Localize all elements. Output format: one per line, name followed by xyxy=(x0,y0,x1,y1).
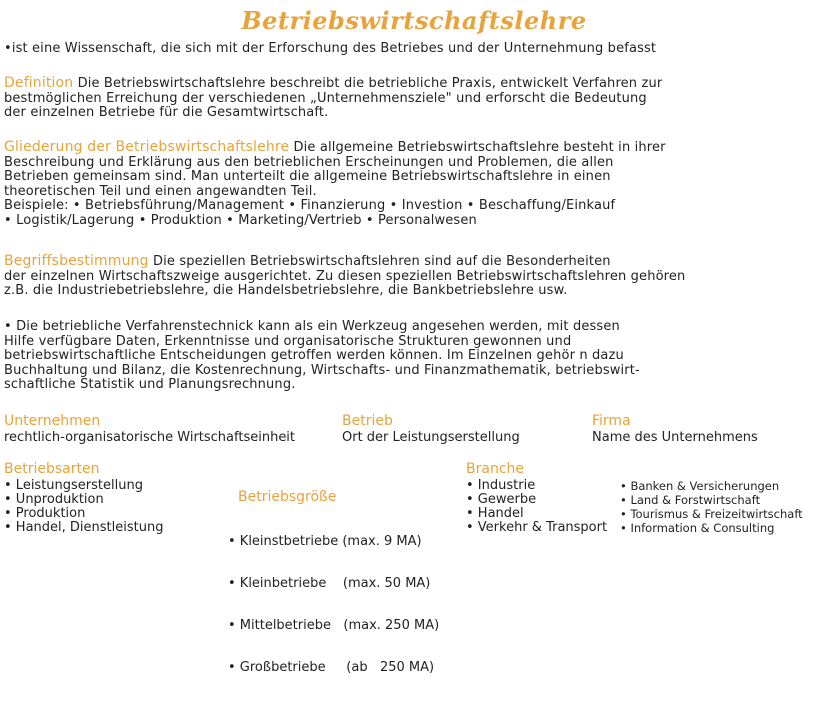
gliederung-line-4: theoretischen Teil und einen angewandten Teil. xyxy=(4,183,317,199)
verfahren-line-3: betriebswirtschaftliche Entscheidungen getroffen werden können. Im Einzelnen gehör n dazu xyxy=(4,348,624,364)
betrieb-text: Ort der Leistungserstellung xyxy=(342,430,520,445)
betriebsarten-heading: Betriebsarten xyxy=(4,461,100,477)
gliederung-line-2: Beschreibung und Erklärung aus den betrieblichen Erscheinungen und Problemen, die allen xyxy=(4,154,614,170)
list-item: • Leistungserstellung xyxy=(4,478,143,493)
gliederung-line-1: Gliederung der Betriebswirtschaftslehre Die allgemeine Betriebswirtschaftslehre besteht in ihrer xyxy=(4,139,666,155)
list-item: • Land & Forstwirtschaft xyxy=(620,493,761,507)
verfahren-line-1: • Die betriebliche Verfahrenstechnick kann als ein Werkzeug angesehen werden, mit dessen xyxy=(4,319,620,334)
gliederung-section xyxy=(4,140,822,229)
branche-heading: Branche xyxy=(466,461,524,477)
list-item: • Mittelbetriebe (max. 250 MA) xyxy=(228,618,440,633)
betrieb-definition xyxy=(342,414,520,445)
page-title: Betriebswirtschaftslehre xyxy=(241,6,587,35)
begriff-line-2: der einzelnen Wirtschaftszweige ausgerichtet. Zu diesen speziellen Betriebswirtschaftslehren gehören xyxy=(4,268,686,284)
list-item: • Information & Consulting xyxy=(620,521,775,535)
gliederung-line-3: Betrieben gemeinsam sind. Man unterteilt die allgemeine Betriebswirtschaftslehre in einen xyxy=(4,169,611,185)
gliederung-heading: Gliederung der Betriebswirtschaftslehre xyxy=(4,139,290,155)
definition-line-2: bestmöglichen Erreichung der verschiedenen „Unternehmensziele" und erforscht die Bedeutung xyxy=(4,90,647,106)
list-item: • Verkehr & Transport xyxy=(466,520,608,535)
branche-list-2 xyxy=(620,479,803,535)
verfahren-section xyxy=(4,320,822,393)
gliederung-line-5: Beispiele: • Betriebsführung/Management • Finanzierung • Investion • Beschaffung/Einkauf xyxy=(4,198,616,214)
list-item: • Industrie xyxy=(466,478,536,493)
begriff-line-3: z.B. die Industriebetriebslehre, die Handelsbetriebslehre, die Bankbetriebslehre usw. xyxy=(4,283,568,299)
betrieb-heading: Betrieb xyxy=(342,413,393,429)
list-item: • Tourismus & Freizeitwirtschaft xyxy=(620,507,803,521)
list-item: • Großbetriebe (ab 250 MA) xyxy=(228,660,435,675)
list-item: • Handel xyxy=(466,506,524,521)
unternehmen-heading: Unternehmen xyxy=(4,413,101,429)
list-item: • Produktion xyxy=(4,506,86,521)
betriebsgroesse-list xyxy=(228,462,439,703)
definition-heading: Definition xyxy=(4,75,74,91)
definition-line-1: Definition Die Betriebswirtschaftslehre beschreibt die betriebliche Praxis, entwickelt Verfahren zur xyxy=(4,75,663,91)
list-item: • Gewerbe xyxy=(466,492,537,507)
verfahren-line-4: Buchhaltung und Bilanz, die Kostenrechnung, Wirtschafts- und Finanzmathematik, betriebswirt- xyxy=(4,362,640,378)
verfahren-line-5: schaftliche Statistik und Planungsrechnung. xyxy=(4,377,296,393)
list-item: • Kleinbetriebe (max. 50 MA) xyxy=(228,576,431,591)
begriff-section xyxy=(4,254,822,299)
list-item: • Kleinstbetriebe (max. 9 MA) xyxy=(228,534,422,549)
list-item: • Unproduktion xyxy=(4,492,104,507)
gliederung-line-6: • Logistik/Lagerung • Produktion • Marketing/Vertrieb • Personalwesen xyxy=(4,212,477,228)
betriebsarten-list xyxy=(4,462,163,535)
firma-text: Name des Unternehmens xyxy=(592,430,758,445)
begriff-heading: Begriffsbestimmung xyxy=(4,253,149,269)
begriff-line-1: Begriffsbestimmung Die speziellen Betriebswirtschaftslehren sind auf die Besonderheiten xyxy=(4,253,611,269)
unternehmen-definition xyxy=(4,414,295,445)
verfahren-line-2: Hilfe verfügbare Daten, Erkenntnisse und organisatorische Strukturen gewonnen und xyxy=(4,333,572,349)
intro-text xyxy=(4,42,822,57)
betriebsgroesse-heading: Betriebsgröße xyxy=(238,489,337,505)
definition-section xyxy=(4,76,822,121)
list-item: • Banken & Versicherungen xyxy=(620,479,780,493)
definition-line-3: der einzelnen Betriebe für die Gesamtwirtschaft. xyxy=(4,105,329,121)
list-item: • Handel, Dienstleistung xyxy=(4,520,164,535)
intro-line: •ist eine Wissenschaft, die sich mit der Erforschung des Betriebes und der Unternehmung befasst xyxy=(4,41,657,56)
firma-heading: Firma xyxy=(592,413,631,429)
branche-list xyxy=(466,462,607,535)
firma-definition xyxy=(592,414,758,445)
unternehmen-text: rechtlich-organisatorische Wirtschaftseinheit xyxy=(4,430,296,445)
